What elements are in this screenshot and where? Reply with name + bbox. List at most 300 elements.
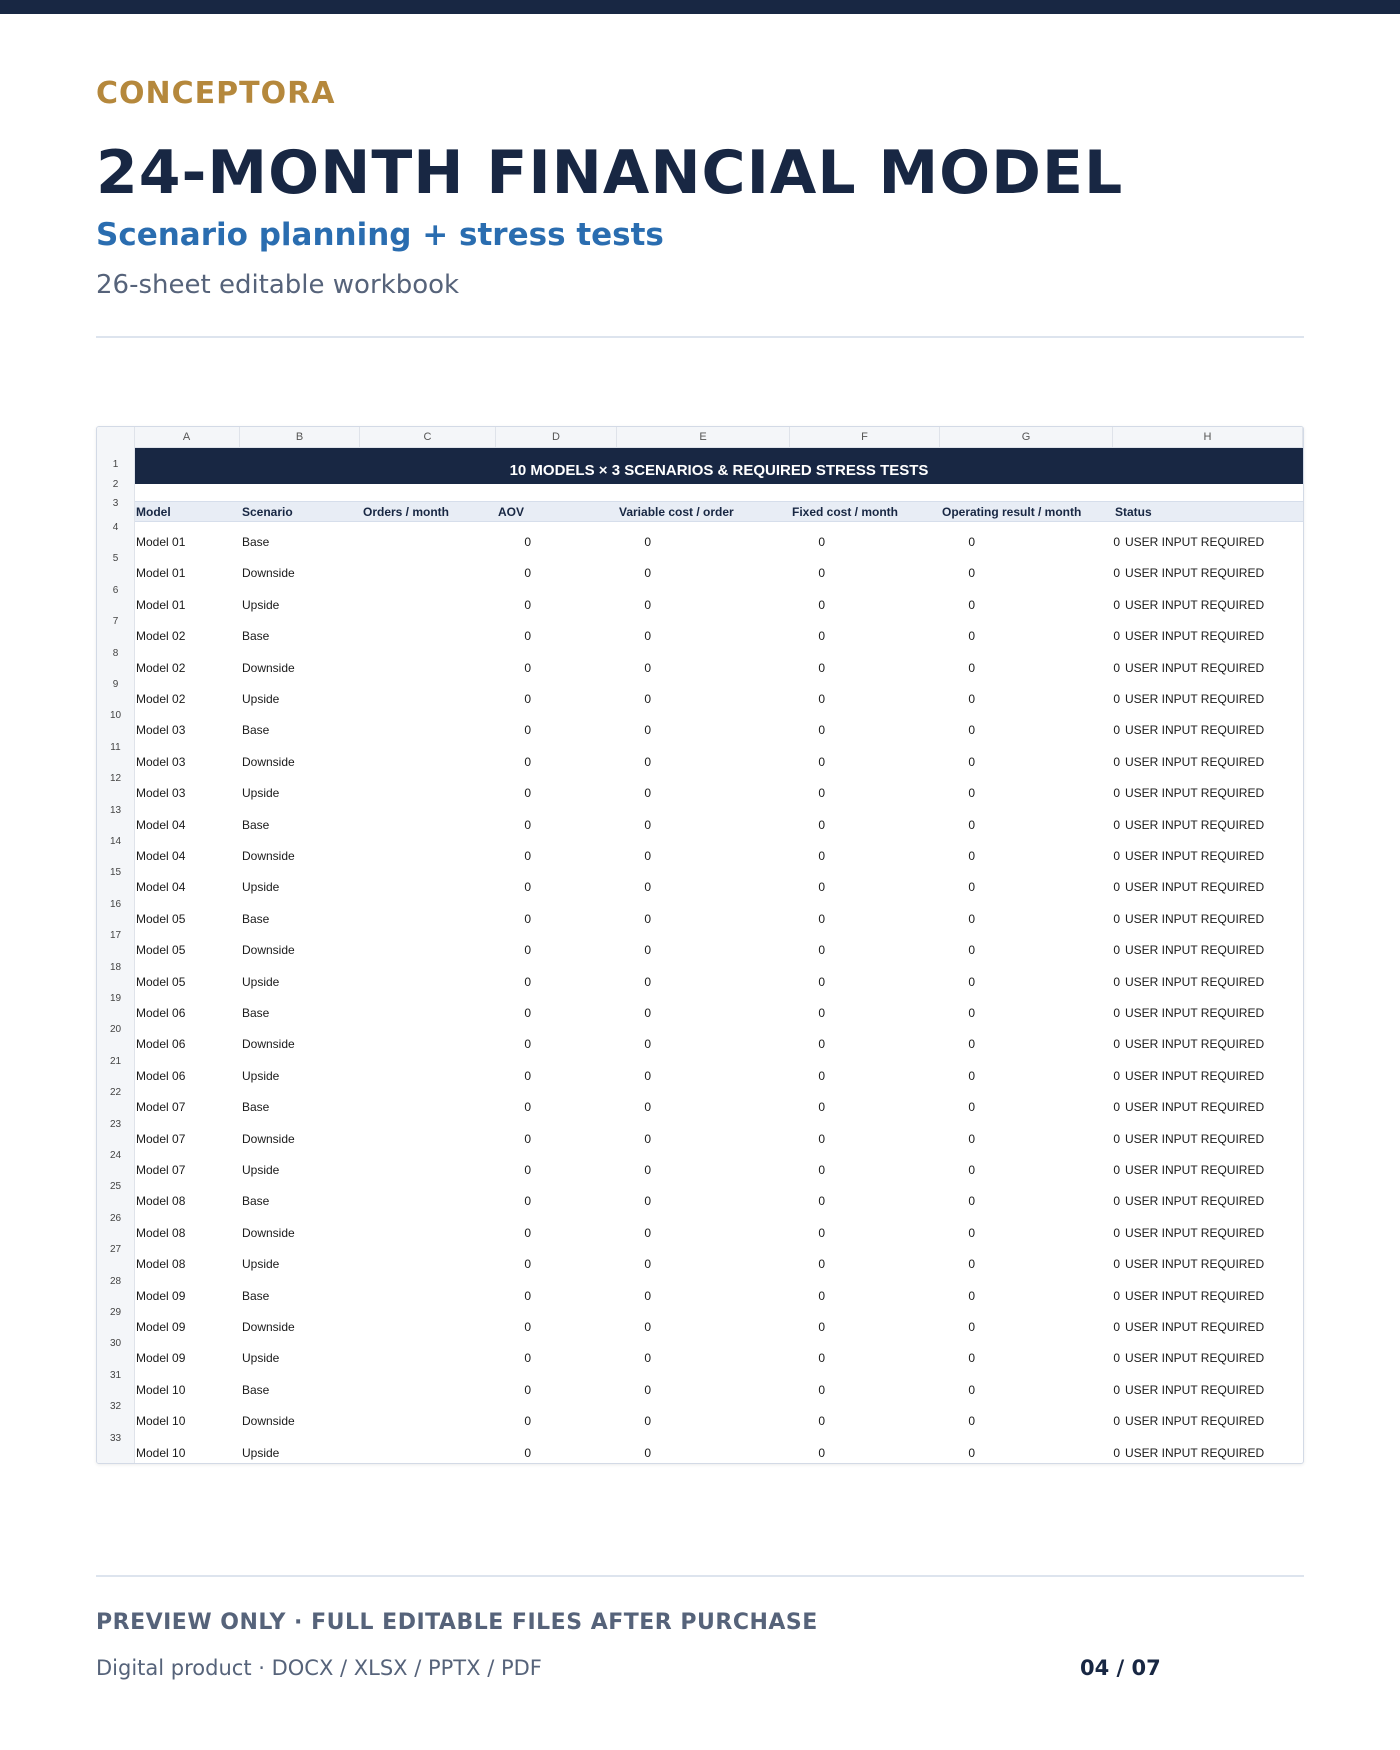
cell-status[interactable]: USER INPUT REQUIRED xyxy=(1125,1006,1265,1020)
cell-scenario[interactable]: Upside xyxy=(242,1257,280,1272)
cell-aov[interactable]: 0 xyxy=(644,1131,651,1146)
cell-status[interactable]: USER INPUT REQUIRED xyxy=(1125,660,1265,675)
cell-status[interactable]: USER INPUT REQUIRED xyxy=(1125,1320,1265,1334)
cell-status[interactable]: USER INPUT REQUIRED xyxy=(1125,754,1265,769)
row-number[interactable]: 25 xyxy=(109,1181,122,1193)
cell-status[interactable]: USER INPUT REQUIRED xyxy=(1125,597,1265,612)
column-letter-d[interactable]: D xyxy=(496,427,617,447)
cell-orders-month[interactable]: 0 xyxy=(524,754,531,769)
row-number[interactable]: 23 xyxy=(109,1118,122,1130)
cell-status[interactable]: USER INPUT REQUIRED xyxy=(1125,535,1265,549)
cell-status[interactable]: USER INPUT REQUIRED xyxy=(1125,849,1265,863)
cell-scenario[interactable]: Downside xyxy=(242,943,295,958)
cell-variable-cost-order[interactable]: 0 xyxy=(818,1194,825,1209)
cell-operating-result-month[interactable]: 0 xyxy=(1113,1351,1120,1366)
cell-orders-month[interactable]: 0 xyxy=(524,1288,531,1303)
cell-fixed-cost-month[interactable]: 0 xyxy=(968,1194,975,1209)
cell-aov[interactable]: 0 xyxy=(644,1288,651,1303)
row-number[interactable]: 31 xyxy=(109,1369,122,1381)
row-number[interactable]: 5 xyxy=(112,553,119,565)
cell-variable-cost-order[interactable]: 0 xyxy=(818,849,825,863)
cell-model[interactable]: Model 07 xyxy=(136,1163,186,1177)
cell-fixed-cost-month[interactable]: 0 xyxy=(968,1225,975,1240)
row-number[interactable]: 2 xyxy=(112,479,119,490)
cell-fixed-cost-month[interactable]: 0 xyxy=(968,1257,975,1272)
cell-fixed-cost-month[interactable]: 0 xyxy=(968,723,975,738)
cell-aov[interactable]: 0 xyxy=(644,880,651,895)
footer-divider xyxy=(96,1575,1304,1577)
cell-scenario[interactable]: Upside xyxy=(242,880,280,895)
cell-fixed-cost-month[interactable]: 0 xyxy=(968,566,975,581)
cell-aov[interactable]: 0 xyxy=(644,535,651,549)
cell-status[interactable]: USER INPUT REQUIRED xyxy=(1125,723,1265,738)
cell-scenario[interactable]: Upside xyxy=(242,1351,280,1366)
cell-aov[interactable]: 0 xyxy=(644,1445,651,1460)
cell-operating-result-month[interactable]: 0 xyxy=(1113,1257,1120,1272)
cell-aov[interactable]: 0 xyxy=(644,786,651,801)
cell-variable-cost-order[interactable]: 0 xyxy=(818,1382,825,1397)
cell-operating-result-month[interactable]: 0 xyxy=(1113,660,1120,675)
cell-scenario[interactable]: Base xyxy=(242,1382,270,1397)
cell-fixed-cost-month[interactable]: 0 xyxy=(968,1445,975,1460)
row-number[interactable]: 13 xyxy=(109,804,122,816)
cell-variable-cost-order[interactable]: 0 xyxy=(818,629,825,644)
row-number[interactable]: 12 xyxy=(109,773,122,785)
row-number[interactable]: 15 xyxy=(109,867,122,879)
row-number[interactable]: 16 xyxy=(109,898,122,910)
cell-fixed-cost-month[interactable]: 0 xyxy=(968,1006,975,1020)
cell-aov[interactable]: 0 xyxy=(644,754,651,769)
cell-fixed-cost-month[interactable]: 0 xyxy=(968,849,975,863)
page-title: 24-MONTH FINANCIAL MODEL xyxy=(96,138,1124,208)
cell-scenario[interactable]: Upside xyxy=(242,597,280,612)
cell-aov[interactable]: 0 xyxy=(644,629,651,644)
cell-fixed-cost-month[interactable]: 0 xyxy=(968,1068,975,1083)
cell-operating-result-month[interactable]: 0 xyxy=(1113,1006,1120,1020)
cell-variable-cost-order[interactable]: 0 xyxy=(818,692,825,706)
cell-aov[interactable]: 0 xyxy=(644,911,651,926)
cell-fixed-cost-month[interactable]: 0 xyxy=(968,1414,975,1429)
cell-fixed-cost-month[interactable]: 0 xyxy=(968,974,975,989)
cell-aov[interactable]: 0 xyxy=(644,817,651,832)
cell-status[interactable]: USER INPUT REQUIRED xyxy=(1125,817,1265,832)
cell-scenario[interactable]: Downside xyxy=(242,1320,295,1334)
cell-variable-cost-order[interactable]: 0 xyxy=(818,723,825,738)
cell-orders-month[interactable]: 0 xyxy=(524,1163,531,1177)
cell-operating-result-month[interactable]: 0 xyxy=(1113,723,1120,738)
cell-operating-result-month[interactable]: 0 xyxy=(1113,535,1120,549)
cell-variable-cost-order[interactable]: 0 xyxy=(818,974,825,989)
table-row xyxy=(135,1211,1303,1242)
cell-operating-result-month[interactable]: 0 xyxy=(1113,849,1120,863)
cell-operating-result-month[interactable]: 0 xyxy=(1113,1414,1120,1429)
cell-orders-month[interactable]: 0 xyxy=(524,974,531,989)
cell-model[interactable]: Model 02 xyxy=(136,692,186,706)
cell-model[interactable]: Model 05 xyxy=(136,943,186,958)
column-letter-e[interactable]: E xyxy=(617,427,790,447)
cell-operating-result-month[interactable]: 0 xyxy=(1113,1068,1120,1083)
table-row xyxy=(135,865,1303,896)
page-description: 26-sheet editable workbook xyxy=(96,270,460,300)
cell-aov[interactable]: 0 xyxy=(644,692,651,706)
cell-status[interactable]: USER INPUT REQUIRED xyxy=(1125,566,1265,581)
cell-orders-month[interactable]: 0 xyxy=(524,1320,531,1334)
cell-operating-result-month[interactable]: 0 xyxy=(1113,1320,1120,1334)
row-number[interactable]: 8 xyxy=(112,647,119,659)
cell-status[interactable]: USER INPUT REQUIRED xyxy=(1125,880,1265,895)
cell-model[interactable]: Model 10 xyxy=(136,1382,186,1397)
row-number[interactable]: 6 xyxy=(112,584,119,596)
cell-model[interactable]: Model 09 xyxy=(136,1351,186,1366)
cell-operating-result-month[interactable]: 0 xyxy=(1113,754,1120,769)
cell-orders-month[interactable]: 0 xyxy=(524,597,531,612)
cell-orders-month[interactable]: 0 xyxy=(524,1131,531,1146)
cell-variable-cost-order[interactable]: 0 xyxy=(818,1006,825,1020)
cell-variable-cost-order[interactable]: 0 xyxy=(818,911,825,926)
cell-scenario[interactable]: Base xyxy=(242,535,270,549)
cell-aov[interactable]: 0 xyxy=(644,943,651,958)
cell-scenario[interactable]: Base xyxy=(242,911,270,926)
cell-variable-cost-order[interactable]: 0 xyxy=(818,1320,825,1334)
cell-scenario[interactable]: Downside xyxy=(242,1037,295,1052)
row-number[interactable]: 30 xyxy=(109,1338,122,1350)
cell-fixed-cost-month[interactable]: 0 xyxy=(968,535,975,549)
cell-aov[interactable]: 0 xyxy=(644,1163,651,1177)
column-letter-b[interactable]: B xyxy=(240,427,360,447)
cell-variable-cost-order[interactable]: 0 xyxy=(818,1288,825,1303)
cell-orders-month[interactable]: 0 xyxy=(524,911,531,926)
row-number[interactable]: 28 xyxy=(109,1275,122,1287)
cell-scenario[interactable]: Upside xyxy=(242,1445,280,1460)
row-number[interactable]: 26 xyxy=(109,1212,122,1224)
cell-variable-cost-order[interactable]: 0 xyxy=(818,1225,825,1240)
column-letter-g[interactable]: G xyxy=(940,427,1113,447)
row-number[interactable]: 7 xyxy=(112,616,119,628)
cell-operating-result-month[interactable]: 0 xyxy=(1113,1131,1120,1146)
cell-aov[interactable]: 0 xyxy=(644,723,651,738)
cell-variable-cost-order[interactable]: 0 xyxy=(818,1068,825,1083)
cell-aov[interactable]: 0 xyxy=(644,1037,651,1052)
cell-variable-cost-order[interactable]: 0 xyxy=(818,754,825,769)
cell-orders-month[interactable]: 0 xyxy=(524,723,531,738)
cell-model[interactable]: Model 08 xyxy=(136,1225,186,1240)
cell-orders-month[interactable]: 0 xyxy=(524,1194,531,1209)
cell-orders-month[interactable]: 0 xyxy=(524,1382,531,1397)
cell-aov[interactable]: 0 xyxy=(644,1068,651,1083)
cell-aov[interactable]: 0 xyxy=(644,974,651,989)
row-number[interactable]: 10 xyxy=(109,710,122,722)
cell-fixed-cost-month[interactable]: 0 xyxy=(968,817,975,832)
cell-fixed-cost-month[interactable]: 0 xyxy=(968,1037,975,1052)
row-header-bar xyxy=(97,447,135,1463)
cell-status[interactable]: USER INPUT REQUIRED xyxy=(1125,1288,1265,1303)
cell-model[interactable]: Model 01 xyxy=(136,535,186,549)
row-number[interactable]: 24 xyxy=(109,1150,122,1161)
cell-model[interactable]: Model 02 xyxy=(136,660,186,675)
cell-fixed-cost-month[interactable]: 0 xyxy=(968,692,975,706)
cell-status[interactable]: USER INPUT REQUIRED xyxy=(1125,1351,1265,1366)
cell-operating-result-month[interactable]: 0 xyxy=(1113,786,1120,801)
table-row xyxy=(135,708,1303,739)
cell-operating-result-month[interactable]: 0 xyxy=(1113,629,1120,644)
cell-aov[interactable]: 0 xyxy=(644,1194,651,1209)
table-row xyxy=(135,1022,1303,1053)
cell-operating-result-month[interactable]: 0 xyxy=(1113,911,1120,926)
cell-variable-cost-order[interactable]: 0 xyxy=(818,817,825,832)
cell-variable-cost-order[interactable]: 0 xyxy=(818,786,825,801)
cell-scenario[interactable]: Downside xyxy=(242,566,295,581)
cell-orders-month[interactable]: 0 xyxy=(524,1006,531,1020)
cell-status[interactable]: USER INPUT REQUIRED xyxy=(1125,1068,1265,1083)
cell-model[interactable]: Model 07 xyxy=(136,1100,186,1115)
cell-variable-cost-order[interactable]: 0 xyxy=(818,660,825,675)
cell-orders-month[interactable]: 0 xyxy=(524,692,531,706)
cell-operating-result-month[interactable]: 0 xyxy=(1113,566,1120,581)
cell-model[interactable]: Model 05 xyxy=(136,911,186,926)
cell-scenario[interactable]: Downside xyxy=(242,754,295,769)
cell-orders-month[interactable]: 0 xyxy=(524,535,531,549)
cell-orders-month[interactable]: 0 xyxy=(524,1351,531,1366)
cell-aov[interactable]: 0 xyxy=(644,1414,651,1429)
cell-operating-result-month[interactable]: 0 xyxy=(1113,597,1120,612)
cell-aov[interactable]: 0 xyxy=(644,1382,651,1397)
cell-model[interactable]: Model 03 xyxy=(136,754,186,769)
cell-aov[interactable]: 0 xyxy=(644,566,651,581)
cell-fixed-cost-month[interactable]: 0 xyxy=(968,1131,975,1146)
cell-fixed-cost-month[interactable]: 0 xyxy=(968,660,975,675)
row-number[interactable]: 18 xyxy=(109,961,122,973)
cell-fixed-cost-month[interactable]: 0 xyxy=(968,629,975,644)
cell-scenario[interactable]: Upside xyxy=(242,786,280,801)
cell-status[interactable]: USER INPUT REQUIRED xyxy=(1125,1037,1265,1052)
cell-scenario[interactable]: Downside xyxy=(242,1414,295,1429)
cell-model[interactable]: Model 01 xyxy=(136,566,186,581)
cell-scenario[interactable]: Base xyxy=(242,1288,270,1303)
cell-fixed-cost-month[interactable]: 0 xyxy=(968,1320,975,1334)
cell-aov[interactable]: 0 xyxy=(644,597,651,612)
column-header-bar xyxy=(97,427,1303,448)
cell-model[interactable]: Model 01 xyxy=(136,597,186,612)
cell-variable-cost-order[interactable]: 0 xyxy=(818,1131,825,1146)
cell-fixed-cost-month[interactable]: 0 xyxy=(968,754,975,769)
cell-operating-result-month[interactable]: 0 xyxy=(1113,880,1120,895)
cell-scenario[interactable]: Base xyxy=(242,817,270,832)
cell-fixed-cost-month[interactable]: 0 xyxy=(968,597,975,612)
cell-operating-result-month[interactable]: 0 xyxy=(1113,1194,1120,1209)
cell-status[interactable]: USER INPUT REQUIRED xyxy=(1125,786,1265,801)
cell-model[interactable]: Model 06 xyxy=(136,1068,186,1083)
table-row xyxy=(135,1148,1303,1179)
row-number[interactable]: 11 xyxy=(110,741,121,753)
cell-model[interactable]: Model 06 xyxy=(136,1006,186,1020)
table-row xyxy=(135,991,1303,1022)
row-number[interactable]: 19 xyxy=(109,993,122,1004)
column-letter-c[interactable]: C xyxy=(360,427,496,447)
cell-orders-month[interactable]: 0 xyxy=(524,880,531,895)
column-header-status: Status xyxy=(1115,505,1152,519)
row-number[interactable]: 9 xyxy=(112,679,119,690)
cell-operating-result-month[interactable]: 0 xyxy=(1113,1382,1120,1397)
cell-variable-cost-order[interactable]: 0 xyxy=(818,1037,825,1052)
cell-operating-result-month[interactable]: 0 xyxy=(1113,1163,1120,1177)
cell-orders-month[interactable]: 0 xyxy=(524,786,531,801)
cell-aov[interactable]: 0 xyxy=(644,1351,651,1366)
cell-operating-result-month[interactable]: 0 xyxy=(1113,817,1120,832)
cell-status[interactable]: USER INPUT REQUIRED xyxy=(1125,692,1265,706)
cell-model[interactable]: Model 09 xyxy=(136,1320,186,1334)
cell-scenario[interactable]: Downside xyxy=(242,1225,295,1240)
cell-scenario[interactable]: Base xyxy=(242,1006,270,1020)
cell-scenario[interactable]: Downside xyxy=(242,849,295,863)
cell-model[interactable]: Model 04 xyxy=(136,817,186,832)
cell-fixed-cost-month[interactable]: 0 xyxy=(968,911,975,926)
cell-model[interactable]: Model 10 xyxy=(136,1445,186,1460)
cell-orders-month[interactable]: 0 xyxy=(524,1100,531,1115)
cell-orders-month[interactable]: 0 xyxy=(524,1414,531,1429)
row-number[interactable]: 29 xyxy=(109,1307,122,1318)
column-letter-f[interactable]: F xyxy=(790,427,940,447)
cell-model[interactable]: Model 03 xyxy=(136,786,186,801)
cell-variable-cost-order[interactable]: 0 xyxy=(818,1414,825,1429)
cell-status[interactable]: USER INPUT REQUIRED xyxy=(1125,1382,1265,1397)
row-number[interactable]: 20 xyxy=(109,1024,122,1036)
cell-status[interactable]: USER INPUT REQUIRED xyxy=(1125,1225,1265,1240)
cell-orders-month[interactable]: 0 xyxy=(524,817,531,832)
cell-orders-month[interactable]: 0 xyxy=(524,1445,531,1460)
cell-operating-result-month[interactable]: 0 xyxy=(1113,1037,1120,1052)
cell-fixed-cost-month[interactable]: 0 xyxy=(968,1163,975,1177)
cell-orders-month[interactable]: 0 xyxy=(524,1068,531,1083)
cell-operating-result-month[interactable]: 0 xyxy=(1113,692,1120,706)
cell-scenario[interactable]: Upside xyxy=(242,1163,280,1177)
cell-variable-cost-order[interactable]: 0 xyxy=(818,1257,825,1272)
cell-model[interactable]: Model 04 xyxy=(136,880,186,895)
cell-scenario[interactable]: Upside xyxy=(242,1068,280,1083)
cell-fixed-cost-month[interactable]: 0 xyxy=(968,1288,975,1303)
row-number[interactable]: 14 xyxy=(109,836,122,847)
cell-model[interactable]: Model 08 xyxy=(136,1257,186,1272)
cell-scenario[interactable]: Base xyxy=(242,629,270,644)
cell-scenario[interactable]: Downside xyxy=(242,660,295,675)
cell-scenario[interactable]: Base xyxy=(242,723,270,738)
row-number[interactable]: 17 xyxy=(109,930,122,942)
row-number[interactable]: 33 xyxy=(109,1432,122,1444)
cell-aov[interactable]: 0 xyxy=(644,1100,651,1115)
cell-model[interactable]: Model 03 xyxy=(136,723,186,738)
table-row xyxy=(135,928,1303,959)
cell-scenario[interactable]: Upside xyxy=(242,974,280,989)
cell-aov[interactable]: 0 xyxy=(644,1225,651,1240)
row-number[interactable]: 22 xyxy=(109,1087,122,1099)
cell-variable-cost-order[interactable]: 0 xyxy=(818,1445,825,1460)
cell-aov[interactable]: 0 xyxy=(644,1320,651,1334)
cell-variable-cost-order[interactable]: 0 xyxy=(818,1351,825,1366)
cell-status[interactable]: USER INPUT REQUIRED xyxy=(1125,1257,1265,1272)
file-formats: Digital product · DOCX / XLSX / PPTX / PDF xyxy=(96,1656,542,1680)
cell-fixed-cost-month[interactable]: 0 xyxy=(968,786,975,801)
cell-orders-month[interactable]: 0 xyxy=(524,1225,531,1240)
cell-variable-cost-order[interactable]: 0 xyxy=(818,1100,825,1115)
cell-model[interactable]: Model 05 xyxy=(136,974,186,989)
cell-status[interactable]: USER INPUT REQUIRED xyxy=(1125,911,1265,926)
table-row xyxy=(135,677,1303,708)
cell-status[interactable]: USER INPUT REQUIRED xyxy=(1125,1131,1265,1146)
cell-model[interactable]: Model 09 xyxy=(136,1288,186,1303)
cell-orders-month[interactable]: 0 xyxy=(524,1257,531,1272)
cell-operating-result-month[interactable]: 0 xyxy=(1113,1225,1120,1240)
cell-aov[interactable]: 0 xyxy=(644,849,651,863)
cell-status[interactable]: USER INPUT REQUIRED xyxy=(1125,974,1265,989)
row-number[interactable]: 1 xyxy=(112,459,119,470)
cell-aov[interactable]: 0 xyxy=(644,1257,651,1272)
cell-fixed-cost-month[interactable]: 0 xyxy=(968,943,975,958)
select-all-corner[interactable] xyxy=(97,427,135,447)
cell-variable-cost-order[interactable]: 0 xyxy=(818,566,825,581)
cell-status[interactable]: USER INPUT REQUIRED xyxy=(1125,629,1265,644)
cell-orders-month[interactable]: 0 xyxy=(524,660,531,675)
top-accent-bar xyxy=(0,0,1400,14)
cell-model[interactable]: Model 06 xyxy=(136,1037,186,1052)
row-number[interactable]: 27 xyxy=(109,1244,122,1256)
column-header-fixed-cost-month: Fixed cost / month xyxy=(792,505,899,519)
row-number[interactable]: 32 xyxy=(109,1401,122,1413)
cell-model[interactable]: Model 02 xyxy=(136,629,186,644)
cell-variable-cost-order[interactable]: 0 xyxy=(818,535,825,549)
cell-scenario[interactable]: Base xyxy=(242,1100,270,1115)
cell-operating-result-month[interactable]: 0 xyxy=(1113,1100,1120,1115)
cell-operating-result-month[interactable]: 0 xyxy=(1113,1288,1120,1303)
cell-operating-result-month[interactable]: 0 xyxy=(1113,943,1120,958)
cell-status[interactable]: USER INPUT REQUIRED xyxy=(1125,1445,1265,1460)
cell-orders-month[interactable]: 0 xyxy=(524,629,531,644)
row-number[interactable]: 4 xyxy=(112,522,119,533)
cell-model[interactable]: Model 08 xyxy=(136,1194,186,1209)
cell-fixed-cost-month[interactable]: 0 xyxy=(968,880,975,895)
cell-status[interactable]: USER INPUT REQUIRED xyxy=(1125,1414,1265,1429)
table-row xyxy=(135,1305,1303,1336)
cell-orders-month[interactable]: 0 xyxy=(524,566,531,581)
cell-variable-cost-order[interactable]: 0 xyxy=(818,943,825,958)
cell-orders-month[interactable]: 0 xyxy=(524,1037,531,1052)
cell-status[interactable]: USER INPUT REQUIRED xyxy=(1125,1100,1265,1115)
cell-scenario[interactable]: Base xyxy=(242,1194,270,1209)
cell-orders-month[interactable]: 0 xyxy=(524,849,531,863)
cell-operating-result-month[interactable]: 0 xyxy=(1113,1445,1120,1460)
cell-orders-month[interactable]: 0 xyxy=(524,943,531,958)
cell-status[interactable]: USER INPUT REQUIRED xyxy=(1125,1163,1265,1177)
cell-scenario[interactable]: Downside xyxy=(242,1131,295,1146)
column-letter-a[interactable]: A xyxy=(134,427,240,447)
cell-variable-cost-order[interactable]: 0 xyxy=(818,597,825,612)
cell-fixed-cost-month[interactable]: 0 xyxy=(968,1100,975,1115)
cell-model[interactable]: Model 10 xyxy=(136,1414,186,1429)
cell-status[interactable]: USER INPUT REQUIRED xyxy=(1125,943,1265,958)
cell-aov[interactable]: 0 xyxy=(644,1006,651,1020)
cell-fixed-cost-month[interactable]: 0 xyxy=(968,1351,975,1366)
row-number[interactable]: 3 xyxy=(112,498,119,509)
cell-model[interactable]: Model 04 xyxy=(136,849,186,863)
column-letter-h[interactable]: H xyxy=(1113,427,1303,447)
cell-variable-cost-order[interactable]: 0 xyxy=(818,1163,825,1177)
row-number[interactable]: 21 xyxy=(109,1055,122,1067)
cell-aov[interactable]: 0 xyxy=(644,660,651,675)
cell-scenario[interactable]: Upside xyxy=(242,692,280,706)
cell-variable-cost-order[interactable]: 0 xyxy=(818,880,825,895)
cell-fixed-cost-month[interactable]: 0 xyxy=(968,1382,975,1397)
cell-operating-result-month[interactable]: 0 xyxy=(1113,974,1120,989)
cell-status[interactable]: USER INPUT REQUIRED xyxy=(1125,1194,1265,1209)
cell-model[interactable]: Model 07 xyxy=(136,1131,186,1146)
